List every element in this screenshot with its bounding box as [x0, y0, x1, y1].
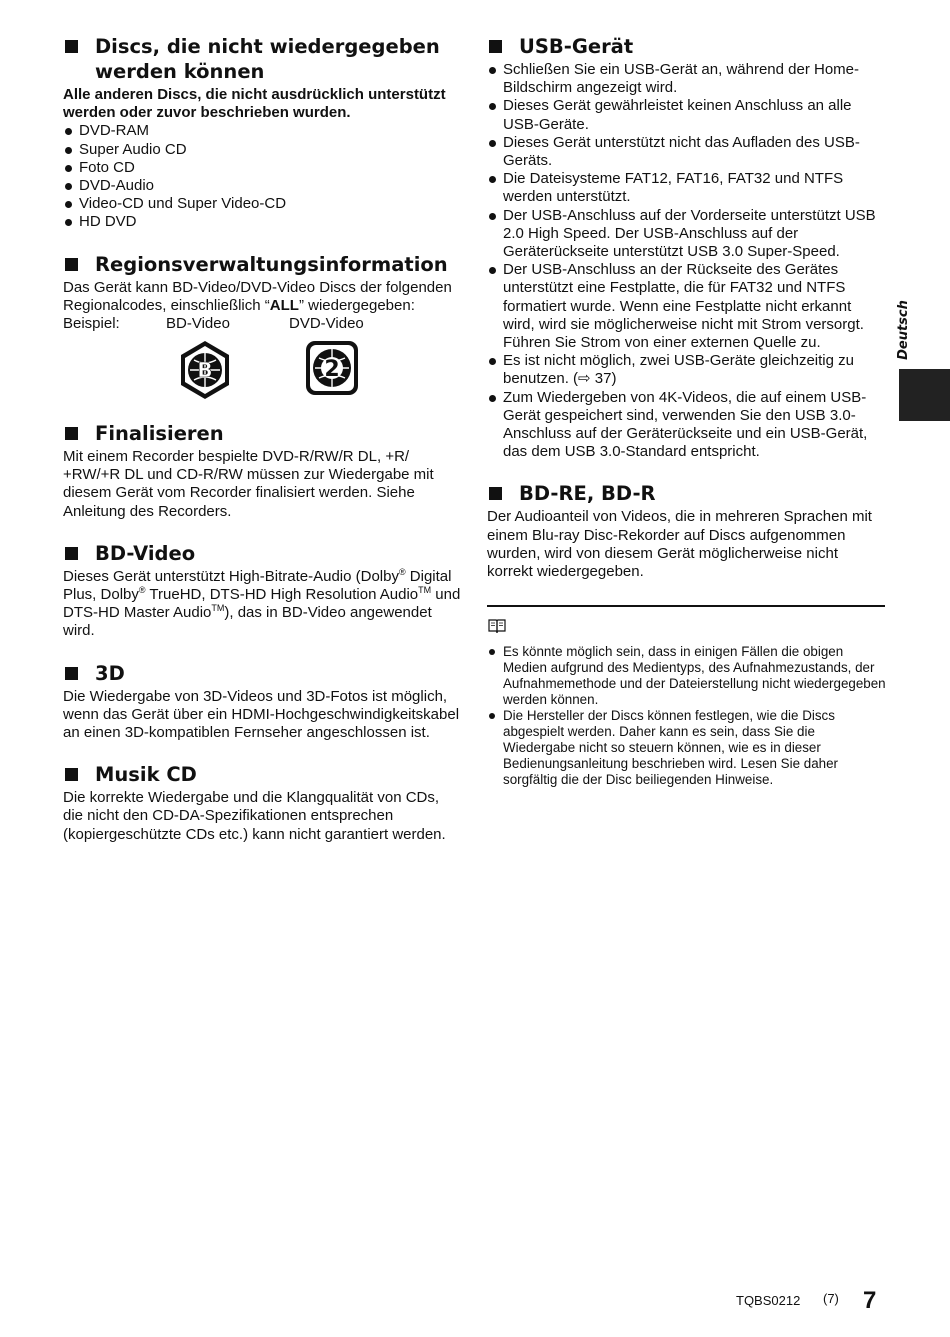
section-unplayable-discs: [63, 34, 463, 232]
heading-square-icon: [65, 768, 78, 781]
disc-list: [63, 122, 463, 231]
footer-code: TQBS0212: [736, 1293, 801, 1308]
divider: [487, 605, 885, 607]
section-heading: [63, 541, 463, 566]
region-text-bold: ALL: [269, 296, 299, 314]
bd-video-text: [63, 568, 463, 641]
heading-text: BD-RE, BD-R: [519, 482, 656, 506]
section-music-cd: [63, 762, 463, 844]
bd-re-text: Der Audioanteil von Videos, die in mehreren Sprachen mit einem Blu-ray Disc-Rekorder auf Discs aufgenommen wurden, wird von diesem Gerät möglicherweise nicht korrekt wiedergegeben.: [487, 508, 872, 581]
left-column: [63, 34, 463, 864]
heading-square-icon: [489, 487, 502, 500]
section-heading: [63, 252, 463, 277]
trademark: TM: [211, 603, 225, 614]
heading-text: Musik CD: [95, 763, 197, 787]
text-part: Dieses Gerät unterstützt High-Bitrate-Audio (Dolby: [63, 567, 399, 585]
example-label: Beispiel:: [63, 315, 120, 333]
heading-square-icon: [65, 427, 78, 440]
text-part: TrueHD, DTS-HD High Resolution Audio: [145, 586, 419, 604]
heading-square-icon: [65, 258, 78, 271]
finalize-text: Mit einem Recorder bespielte DVD-R/RW/R DL, +R/ +RW/+R DL und CD-R/RW müssen zur Wiedergabe mit diesem Gerät vom Recorder finalisiert werden. Siehe Anleitung des Recorders.: [63, 448, 434, 520]
note-item: Die Hersteller der Discs können festlegen, wie die Discs abgespielt werden. Daher kann es sein, dass Sie die Wiedergabe nicht so steuern können, wie es in dieser Bedienungsanleitung beschrieben wird. Lesen Sie daher sorgfältig die der Disc beiliegenden Hinweise.: [487, 708, 887, 788]
list-item: Es ist nicht möglich, zwei USB-Geräte gleichzeitig zu benutzen. (⇨ 37): [487, 352, 887, 388]
dvd-region-number: 2: [324, 357, 340, 383]
heading-square-icon: [65, 547, 78, 560]
page-number: 7: [863, 1287, 877, 1314]
text-part: Digital Plus, Dolby: [63, 567, 452, 604]
right-column: [487, 34, 887, 787]
heading-line-2: werden können: [95, 60, 265, 83]
list-item: DVD-Audio: [63, 177, 463, 195]
section-heading: [63, 421, 463, 446]
text-part: ), das in BD-Video angewendet wird.: [63, 604, 432, 640]
registered-mark: ®: [398, 566, 406, 577]
region-text-a: Das Gerät kann BD-Video/DVD-Video Discs der folgenden Regionalcodes, einschließlich “: [63, 278, 452, 314]
heading-text: Finalisieren: [95, 422, 224, 446]
example-bd-label: BD-Video: [166, 315, 230, 333]
list-item: DVD-RAM: [63, 122, 463, 140]
registered-mark: ®: [138, 585, 146, 596]
section-bd-video: [63, 541, 463, 641]
region-text-b: ” wiedergegeben:: [298, 296, 415, 314]
list-item: Foto CD: [63, 159, 463, 177]
section-3d: [63, 661, 463, 743]
section-heading: [487, 34, 887, 59]
heading-square-icon: [489, 40, 502, 53]
section-bd-re: [487, 481, 887, 581]
dvd-region-2-icon: [304, 339, 360, 397]
list-item: HD DVD: [63, 213, 463, 231]
list-item: Der USB-Anschluss an der Rückseite des Gerätes unterstützt eine Festplatte, die für FAT32 und NTFS formatiert wurde. Wenn eine Festplatte nicht erkannt wird, wird sie möglicherweise nicht mit Strom versorgt. Führen Sie Strom von einer externen Quelle zu.: [487, 261, 887, 352]
heading-square-icon: [65, 667, 78, 680]
list-item: Die Dateisysteme FAT12, FAT16, FAT32 und NTFS werden unterstützt.: [487, 170, 887, 206]
side-language-tab: [899, 369, 950, 421]
list-item: Schließen Sie ein USB-Gerät an, während der Home-Bildschirm angezeigt wird.: [487, 61, 887, 97]
section-heading: [63, 34, 463, 84]
3d-text: Die Wiedergabe von 3D-Videos und 3D-Fotos ist möglich, wenn das Gerät über ein HDMI-Hochgeschwindigkeitskabel an einen 3D-kompatiblen Fernseher angeschlossen ist.: [63, 687, 460, 742]
bd-region-b-icon: [177, 339, 233, 401]
section-heading: [63, 661, 463, 686]
trademark: TM: [418, 585, 432, 596]
usb-list: [487, 61, 887, 461]
section-heading: [487, 481, 887, 506]
list-item: Super Audio CD: [63, 141, 463, 159]
heading-text: USB-Gerät: [519, 35, 634, 58]
region-logos: [63, 339, 463, 401]
text-part: und DTS-HD Master Audio: [63, 586, 461, 622]
section-heading: [63, 762, 463, 787]
list-item: Dieses Gerät unterstützt nicht das Aufladen des USB-Geräts.: [487, 134, 887, 170]
example-dvd-label: DVD-Video: [289, 315, 364, 333]
side-language-label: Deutsch: [896, 300, 911, 360]
notes-list: [487, 644, 887, 787]
heading-line-1: Discs, die nicht wiedergegeben: [95, 35, 440, 58]
section-usb: [487, 34, 887, 461]
intro-text: Alle anderen Discs, die nicht ausdrücklich unterstützt werden oder zuvor beschrieben wurden.: [63, 86, 446, 122]
heading-square-icon: [65, 40, 78, 53]
list-item: Zum Wiedergeben von 4K-Videos, die auf einem USB-Gerät gespeichert sind, verwenden Sie den USB 3.0-Anschluss auf der Geräterückseite und ein USB-Gerät, das dem USB 3.0-Standard entspricht.: [487, 389, 887, 462]
section-finalize: [63, 421, 463, 521]
list-item: Der USB-Anschluss auf der Vorderseite unterstützt USB 2.0 High Speed. Der USB-Anschluss auf der Geräterückseite unterstützt USB 3.0 Super-Speed.: [487, 207, 887, 262]
heading-text: Regionsverwaltungsinformation: [95, 252, 448, 276]
book-note-icon: [487, 617, 507, 635]
music-cd-text: Die korrekte Wiedergabe und die Klangqualität von CDs, die nicht den CD-DA-Spezifikationen entsprechen (kopiergeschützte CDs etc.) kann nicht garantiert werden.: [63, 789, 446, 843]
list-item: Dieses Gerät gewährleistet keinen Anschluss an alle USB-Geräte.: [487, 97, 887, 133]
footer-page-paren: (7): [823, 1291, 839, 1306]
bd-region-letter: B: [197, 358, 213, 383]
heading-text: BD-Video: [95, 541, 196, 565]
section-region: [63, 252, 463, 401]
heading-text: 3D: [95, 661, 125, 685]
region-text: [63, 279, 463, 315]
list-item: Video-CD und Super Video-CD: [63, 195, 463, 213]
example-row: [63, 315, 463, 333]
note-item: Es könnte möglich sein, dass in einigen Fällen die obigen Medien aufgrund des Medientyps, des Aufnahmezustands, der Aufnahmemethode und der Dateierstellung nicht wiedergegeben werden können.: [487, 644, 887, 708]
